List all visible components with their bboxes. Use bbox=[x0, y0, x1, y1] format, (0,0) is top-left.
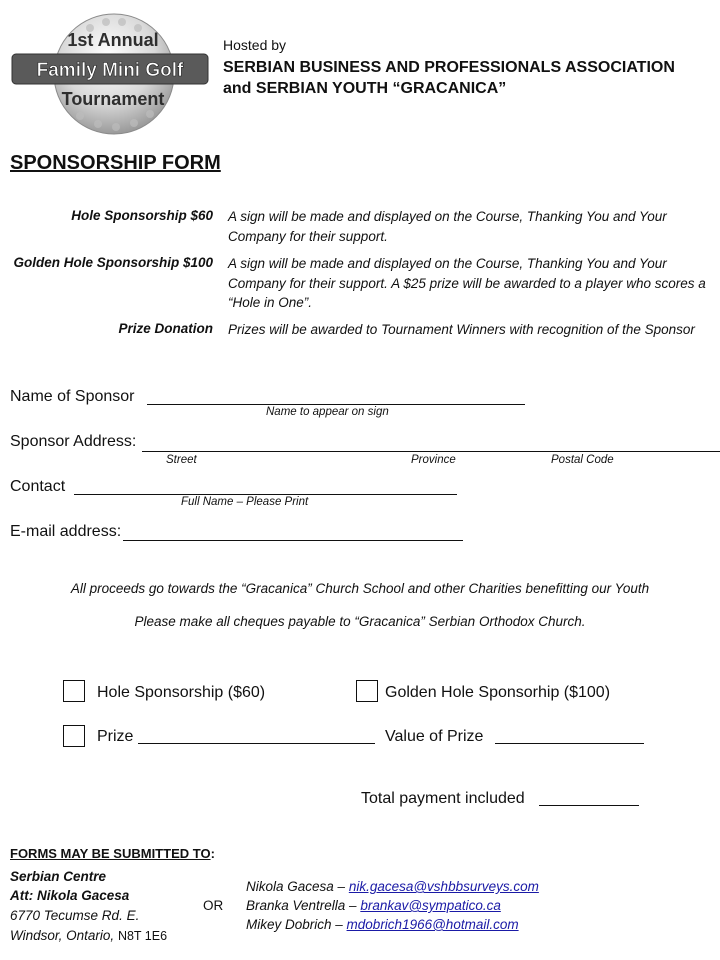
golden-hole-sponsorship-desc: A sign will be made and displayed on the Course, Thanking You and Your Company for their support. A $25 prize will be awarded to a player who scores a “Hole in One”. bbox=[228, 256, 706, 310]
host-organizations bbox=[223, 57, 675, 99]
hole-sponsorship-option-label: Hole Sponsorship ($60) bbox=[97, 684, 266, 701]
email-line[interactable] bbox=[123, 540, 463, 541]
contact-entry bbox=[246, 917, 519, 932]
org-line-2: and SERBIAN YOUTH “GRACANICA” bbox=[223, 80, 507, 97]
address-line-1: Serbian Centre bbox=[10, 869, 107, 884]
address-line-3: 6770 Tecumse Rd. E. bbox=[10, 908, 140, 923]
contact-name: Nikola Gacesa – bbox=[246, 879, 349, 894]
contact-name: Mikey Dobrich – bbox=[246, 917, 347, 932]
submit-heading-colon: : bbox=[210, 846, 215, 861]
logo-line1: 1st Annual bbox=[67, 30, 159, 50]
prize-donation-label: Prize Donation bbox=[118, 321, 213, 336]
golden-hole-checkbox[interactable] bbox=[356, 680, 378, 702]
submit-heading-text: FORMS MAY BE SUBMITTED TO bbox=[10, 846, 211, 861]
value-of-prize-line[interactable] bbox=[495, 743, 644, 744]
sponsor-name-label: Name of Sponsor bbox=[10, 388, 135, 405]
contact-line[interactable] bbox=[74, 494, 457, 495]
tournament-logo bbox=[10, 8, 210, 136]
address-city: Windsor, Ontario, bbox=[10, 928, 115, 943]
contact-entry bbox=[246, 879, 539, 894]
page-title: SPONSORSHIP FORM bbox=[10, 152, 221, 174]
golden-hole-option-label: Golden Hole Sponsorhip ($100) bbox=[385, 684, 611, 701]
prize-donation-desc: Prizes will be awarded to Tournament Winners with recognition of the Sponsor bbox=[228, 322, 695, 337]
hosted-by-label: Hosted by bbox=[223, 37, 287, 53]
proceeds-note: All proceeds go towards the “Gracanica” Church School and other Charities benefitting our Youth bbox=[70, 581, 650, 596]
hole-sponsorship-checkbox[interactable] bbox=[63, 680, 85, 702]
address-province-hint: Province bbox=[411, 454, 456, 466]
total-payment-line[interactable] bbox=[539, 805, 639, 806]
hole-sponsorship-desc: A sign will be made and displayed on the Course, Thanking You and Your Company for their support. bbox=[228, 209, 667, 244]
golden-hole-sponsorship-label: Golden Hole Sponsorship $100 bbox=[13, 255, 213, 270]
address-line-2: Att: Nikola Gacesa bbox=[10, 888, 130, 903]
value-of-prize-label: Value of Prize bbox=[385, 728, 484, 745]
contact-email-link[interactable]: nik.gacesa@vshbbsurveys.com bbox=[348, 879, 539, 894]
logo-line2: Family Mini Golf bbox=[36, 60, 184, 81]
address-postal-code: N8T 1E6 bbox=[117, 929, 168, 943]
address-postal-hint: Postal Code bbox=[551, 454, 614, 466]
email-label: E-mail address: bbox=[10, 523, 122, 540]
address-line-4 bbox=[10, 928, 167, 943]
contact-email-link[interactable]: brankav@sympatico.ca bbox=[360, 898, 501, 913]
logo-line3: Tournament bbox=[61, 89, 165, 109]
cheques-note: Please make all cheques payable to “Gracanica” Serbian Orthodox Church. bbox=[134, 614, 586, 629]
total-payment-label: Total payment included bbox=[361, 790, 525, 807]
prize-option-label: Prize bbox=[97, 728, 134, 745]
hole-sponsorship-label: Hole Sponsorship $60 bbox=[71, 208, 213, 223]
prize-line[interactable] bbox=[138, 743, 375, 744]
sponsor-address-line[interactable] bbox=[142, 451, 720, 452]
submit-heading bbox=[10, 846, 215, 861]
contact-email-link[interactable]: mdobrich1966@hotmail.com bbox=[346, 917, 519, 932]
prize-checkbox[interactable] bbox=[63, 725, 85, 747]
contact-name: Branka Ventrella – bbox=[246, 898, 361, 913]
sponsor-name-hint: Name to appear on sign bbox=[266, 406, 389, 418]
sponsor-address-label: Sponsor Address: bbox=[10, 433, 137, 450]
contact-label: Contact bbox=[10, 478, 66, 495]
or-label: OR bbox=[203, 898, 224, 913]
address-street-hint: Street bbox=[166, 454, 197, 466]
contact-entry bbox=[246, 898, 501, 913]
org-line-1: SERBIAN BUSINESS AND PROFESSIONALS ASSOCIATION bbox=[223, 59, 675, 76]
contact-hint: Full Name – Please Print bbox=[181, 496, 309, 508]
sponsor-name-line[interactable] bbox=[147, 404, 525, 405]
